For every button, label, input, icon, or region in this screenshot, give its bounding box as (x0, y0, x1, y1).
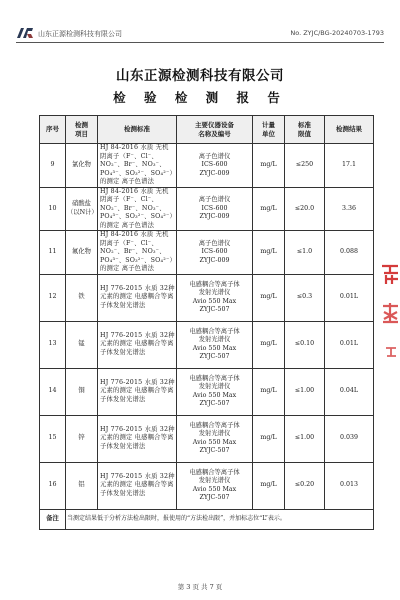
header-company-name: 山东正源检测科技有限公司 (38, 30, 122, 38)
cell-unit: mg/L (253, 187, 285, 231)
cell-seq: 11 (40, 231, 66, 275)
cell-limit: ≤250 (285, 144, 325, 188)
cell-result: 0.013 (325, 462, 374, 509)
cell-limit: ≤0.10 (285, 321, 325, 368)
cell-limit: ≤1.00 (285, 368, 325, 415)
header-result: 检测结果 (325, 116, 374, 144)
table-row (40, 368, 374, 415)
cell-instrument: 电感耦合等离子体 发射光谱仪 Avio 550 Max ZYJC-507 (177, 274, 253, 321)
cell-item: 氯化物 (66, 144, 98, 188)
table-row (40, 187, 374, 231)
header-method: 检测标准 (98, 116, 177, 144)
cell-limit: ≤0.20 (285, 462, 325, 509)
cell-result: 0.088 (325, 231, 374, 275)
remarks-label: 备注 (40, 509, 66, 529)
seal-fragment-icon (378, 263, 400, 287)
cell-item: 锰 (66, 321, 98, 368)
cell-unit: mg/L (253, 231, 285, 275)
cell-instrument: 离子色谱仪 ICS-600 ZYJC-009 (177, 187, 253, 231)
cell-method: HJ 776-2015 水质 32种元素的测定 电感耦合等离子体发射光谱法 (98, 274, 177, 321)
cell-result: 0.04L (325, 368, 374, 415)
company-logo-icon (16, 27, 34, 39)
seal-fragment-icon (380, 302, 400, 324)
cell-result: 0.039 (325, 415, 374, 462)
page-number: 第 3 页 共 7 页 (177, 583, 223, 591)
cell-unit: mg/L (253, 415, 285, 462)
cell-item: 氟化物 (66, 231, 98, 275)
cell-method: HJ 776-2015 水质 32种元素的测定 电感耦合等离子体发射光谱法 (98, 368, 177, 415)
header-seq: 序号 (40, 116, 66, 144)
cell-item: 硝酸盐 （以N计） (66, 187, 98, 231)
table-row (40, 415, 374, 462)
cell-item: 铜 (66, 368, 98, 415)
header-unit: 计量 单位 (253, 116, 285, 144)
cell-unit: mg/L (253, 321, 285, 368)
cell-instrument: 电感耦合等离子体 发射光谱仪 Avio 550 Max ZYJC-507 (177, 462, 253, 509)
cell-result: 3.36 (325, 187, 374, 231)
cell-limit: ≤0.3 (285, 274, 325, 321)
cell-seq: 12 (40, 274, 66, 321)
header-item: 检测 项目 (66, 116, 98, 144)
cell-seq: 14 (40, 368, 66, 415)
cell-seq: 15 (40, 415, 66, 462)
cell-seq: 10 (40, 187, 66, 231)
cell-instrument: 电感耦合等离子体 发射光谱仪 Avio 550 Max ZYJC-507 (177, 321, 253, 368)
page-header (16, 26, 384, 42)
cell-item: 铝 (66, 462, 98, 509)
cell-unit: mg/L (253, 368, 285, 415)
cell-unit: mg/L (253, 274, 285, 321)
cell-method: HJ 84-2016 水质 无机阴离子（F⁻、Cl⁻、NO₂⁻、Br⁻、NO₃⁻、PO₄³⁻、SO₃²⁻、SO₄²⁻）的测定 离子色谱法 (98, 144, 177, 188)
cell-method: HJ 84-2016 水质 无机阴离子（F⁻、Cl⁻、NO₂⁻、Br⁻、NO₃⁻、PO₄³⁻、SO₃²⁻、SO₄²⁻）的测定 离子色谱法 (98, 187, 177, 231)
cell-instrument: 离子色谱仪 ICS-600 ZYJC-009 (177, 231, 253, 275)
cell-result: 17.1 (325, 144, 374, 188)
header-limit: 标准 限值 (285, 116, 325, 144)
cell-seq: 13 (40, 321, 66, 368)
table-row (40, 274, 374, 321)
report-title: 检 验 检 测 报 告 (113, 90, 287, 105)
cell-unit: mg/L (253, 144, 285, 188)
remarks-text: 当测定结果低于分析方法检出限时，报使用的“方法检出限”，并加标志位“L”表示。 (66, 509, 374, 529)
remarks-row (40, 509, 374, 529)
cell-limit: ≤1.00 (285, 415, 325, 462)
table-row (40, 462, 374, 509)
cell-instrument: 电感耦合等离子体 发射光谱仪 Avio 550 Max ZYJC-507 (177, 415, 253, 462)
cell-result: 0.01L (325, 321, 374, 368)
header-instrument: 主要仪器设备 名称及编号 (177, 116, 253, 144)
test-results-table (39, 115, 374, 530)
cell-instrument: 离子色谱仪 ICS-600 ZYJC-009 (177, 144, 253, 188)
cell-result: 0.01L (325, 274, 374, 321)
seal-fragment-icon (384, 345, 398, 357)
table-row (40, 144, 374, 188)
cell-method: HJ 84-2016 水质 无机阴离子（F⁻、Cl⁻、NO₂⁻、Br⁻、NO₃⁻、PO₄³⁻、SO₃²⁻、SO₄²⁻）的测定 离子色谱法 (98, 231, 177, 275)
table-header-row (40, 116, 374, 144)
cell-method: HJ 776-2015 水质 32种元素的测定 电感耦合等离子体发射光谱法 (98, 462, 177, 509)
header-divider (16, 42, 384, 43)
cell-limit: ≤20.0 (285, 187, 325, 231)
cell-item: 铁 (66, 274, 98, 321)
report-number: No. ZYJC/BG-20240703-1793 (290, 29, 384, 37)
cell-unit: mg/L (253, 462, 285, 509)
cell-method: HJ 776-2015 水质 32种元素的测定 电感耦合等离子体发射光谱法 (98, 321, 177, 368)
cell-method: HJ 776-2015 水质 32种元素的测定 电感耦合等离子体发射光谱法 (98, 415, 177, 462)
company-title: 山东正源检测科技有限公司 (116, 68, 284, 84)
cell-item: 锌 (66, 415, 98, 462)
cell-instrument: 电感耦合等离子体 发射光谱仪 Avio 550 Max ZYJC-507 (177, 368, 253, 415)
table-row (40, 321, 374, 368)
cell-seq: 9 (40, 144, 66, 188)
cell-limit: ≤1.0 (285, 231, 325, 275)
table-row (40, 231, 374, 275)
cell-seq: 16 (40, 462, 66, 509)
